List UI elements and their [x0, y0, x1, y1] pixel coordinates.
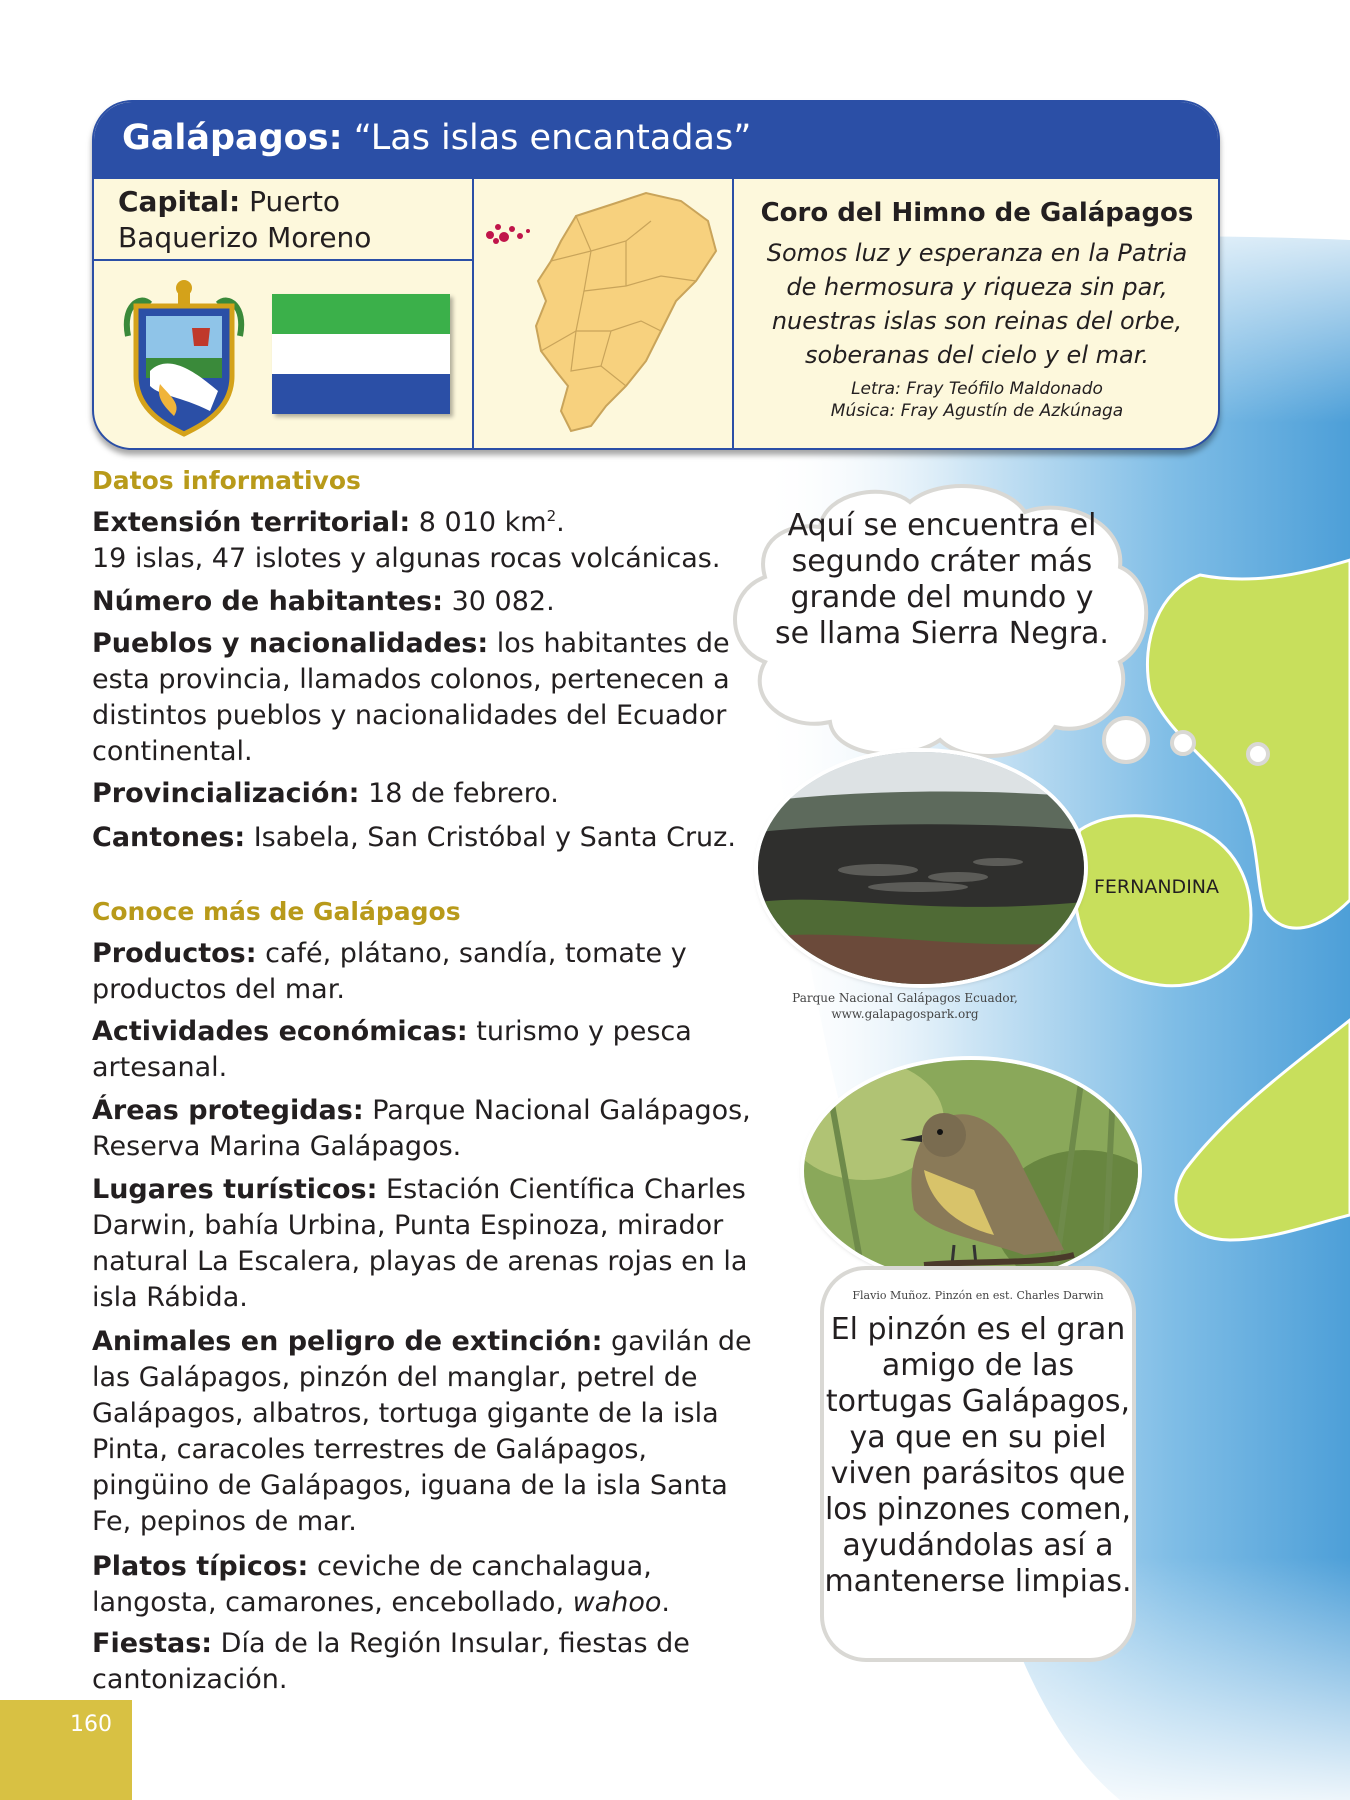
coat-of-arms-icon: [120, 266, 248, 438]
page-tab: [0, 1700, 132, 1800]
ecuador-map: [476, 181, 734, 450]
anthem-title: Coro del Himno de Galápagos: [760, 198, 1194, 228]
capital-text: Capital: Puerto Baquerizo Moreno: [118, 185, 372, 254]
cantones-text: Cantones: Isabela, San Cristóbal y Santa Cruz.: [92, 822, 736, 853]
thought-bubble-dot: [1102, 716, 1150, 764]
thought-bubble-dot: [1246, 742, 1270, 766]
finch-text: El pinzón es el gran amigo de las tortugas Galápagos, ya que en su piel viven parásitos que los pinzones comen, ayudándolas así a mantenerse limpias.: [824, 1312, 1132, 1599]
pueblos-text: Pueblos y nacionalidades: los habitantes de esta provincia, llamados colonos, pertenecen a distintos pueblos y nacionalidades del Ecuador continental.: [92, 628, 730, 767]
card-title: Galápagos: “Las islas encantadas”: [122, 118, 752, 158]
finch-photo: [804, 1060, 1138, 1282]
lugares-text: Lugares turísticos: Estación Científica Charles Darwin, bahía Urbina, Punta Espinoza, mirador natural La Escalera, playas de arenas rojas en la isla Rábida.: [92, 1174, 748, 1313]
platos-text: Platos típicos: ceviche de canchalagua, langosta, camarones, encebollado, wahoo.: [92, 1551, 670, 1618]
datos-title: Datos informativos: [92, 466, 361, 495]
areas-text: Áreas protegidas: Parque Nacional Galápagos, Reserva Marina Galápagos.: [92, 1095, 751, 1162]
extension-text: Extensión territorial: 8 010 $km^2$. 19 islas, 47 islotes y algunas rocas volcánicas.: [92, 507, 721, 574]
provincializacion-text: Provincialización: 18 de febrero.: [92, 778, 559, 809]
crater-caption: Parque Nacional Galápagos Ecuador, www.galapagospark.org: [792, 991, 1018, 1021]
anthem-letra: Letra: Fray Teófilo Maldonado: [851, 379, 1103, 399]
anthem-line: de hermosura y riqueza sin par,: [786, 273, 1168, 301]
thought-bubble-dot: [1170, 730, 1196, 756]
anthem-musica: Música: Fray Agustín de Azkúnaga: [830, 401, 1124, 421]
crater-photo: [758, 752, 1084, 984]
page-number: 160: [70, 1712, 112, 1737]
habitantes-text: Número de habitantes: 30 082.: [92, 586, 555, 617]
finch-caption: Flavio Muñoz. Pinzón en est. Charles Darwin: [852, 1289, 1104, 1302]
anthem-line: soberanas del cielo y el mar.: [805, 341, 1149, 369]
anthem-line: Somos luz y esperanza en la Patria: [766, 239, 1188, 267]
cloud-text: Aquí se encuentra el segundo cráter más grande del mundo y se llama Sierra Negra.: [775, 508, 1109, 651]
province-card: [92, 100, 1220, 450]
animales-text: Animales en peligro de extinción: gavilán de las Galápagos, pinzón del manglar, petrel de Galápagos, albatros, tortuga gigante de la isla Pinta, caracoles terrestres de Galápagos, pingüino de Galápagos, iguana de la isla Santa Fe, pepinos de mar.: [92, 1326, 752, 1537]
divider: [472, 179, 474, 448]
anthem-block: [734, 198, 1220, 422]
conoce-title: Conoce más de Galápagos: [92, 897, 461, 926]
island-label: FERNANDINA: [1094, 876, 1220, 898]
productos-text: Productos: café, plátano, sandía, tomate y productos del mar.: [92, 938, 687, 1005]
anthem-line: nuestras islas son reinas del orbe,: [771, 307, 1183, 335]
divider: [94, 259, 474, 261]
galapagos-flag: [272, 294, 450, 414]
card-header: [94, 102, 1218, 179]
fiestas-text: Fiestas: Día de la Región Insular, fiestas de cantonización.: [92, 1628, 690, 1695]
actividades-text: Actividades económicas: turismo y pesca artesanal.: [92, 1016, 692, 1083]
